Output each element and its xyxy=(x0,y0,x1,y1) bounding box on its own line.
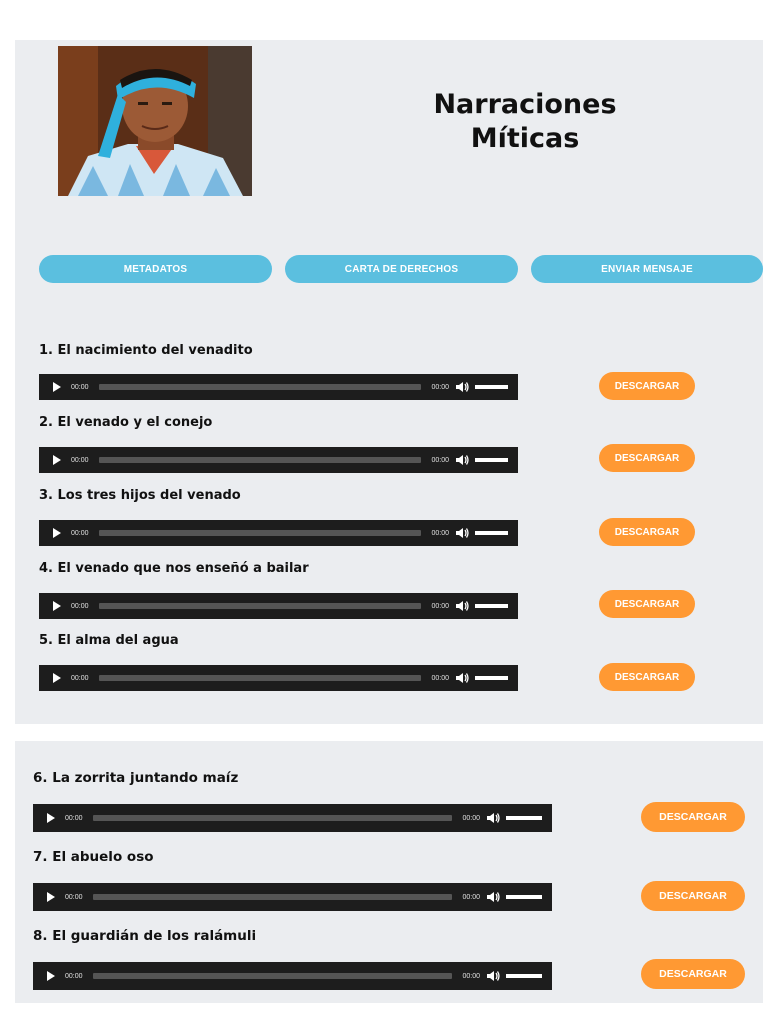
progress-bar[interactable] xyxy=(99,603,422,609)
volume-icon[interactable] xyxy=(455,527,469,539)
duration: 00:00 xyxy=(431,674,449,682)
audio-player[interactable] xyxy=(33,962,552,990)
volume-icon[interactable] xyxy=(486,812,500,824)
duration: 00:00 xyxy=(462,814,480,822)
volume-icon[interactable] xyxy=(486,970,500,982)
current-time: 00:00 xyxy=(71,456,89,464)
download-button[interactable]: DESCARGAR xyxy=(641,802,745,832)
progress-bar[interactable] xyxy=(93,973,453,979)
duration: 00:00 xyxy=(462,893,480,901)
page-title-line1: Narraciones xyxy=(433,89,617,120)
track-title: 6. La zorrita juntando maíz xyxy=(33,770,239,786)
audio-player[interactable] xyxy=(39,593,518,619)
track-title: 5. El alma del agua xyxy=(39,633,179,648)
download-button[interactable]: DESCARGAR xyxy=(641,881,745,911)
track-title: 2. El venado y el conejo xyxy=(39,415,213,430)
current-time: 00:00 xyxy=(65,814,83,822)
track-title: 7. El abuelo oso xyxy=(33,849,154,865)
play-icon[interactable] xyxy=(47,892,55,902)
volume-slider[interactable] xyxy=(475,531,508,535)
audio-player[interactable] xyxy=(39,374,518,400)
volume-slider[interactable] xyxy=(506,974,542,978)
current-time: 00:00 xyxy=(71,529,89,537)
narrator-photo xyxy=(58,46,252,196)
track-title: 1. El nacimiento del venadito xyxy=(39,343,253,358)
volume-icon[interactable] xyxy=(455,600,469,612)
current-time: 00:00 xyxy=(65,893,83,901)
play-icon[interactable] xyxy=(47,813,55,823)
progress-bar[interactable] xyxy=(99,530,422,536)
volume-slider[interactable] xyxy=(475,676,508,680)
volume-slider[interactable] xyxy=(506,816,542,820)
track-title: 3. Los tres hijos del venado xyxy=(39,488,241,503)
track-title: 4. El venado que nos enseñó a bailar xyxy=(39,561,309,576)
audio-player[interactable] xyxy=(33,804,552,832)
play-icon[interactable] xyxy=(53,673,61,683)
progress-bar[interactable] xyxy=(99,675,422,681)
download-button[interactable]: DESCARGAR xyxy=(641,959,745,989)
duration: 00:00 xyxy=(431,529,449,537)
play-icon[interactable] xyxy=(53,528,61,538)
track-title: 8. El guardián de los ralámuli xyxy=(33,928,257,944)
download-button[interactable]: DESCARGAR xyxy=(599,372,695,400)
volume-icon[interactable] xyxy=(455,454,469,466)
play-icon[interactable] xyxy=(53,382,61,392)
current-time: 00:00 xyxy=(71,383,89,391)
download-button[interactable]: DESCARGAR xyxy=(599,590,695,618)
page-title-line2: Míticas xyxy=(470,123,580,154)
play-icon[interactable] xyxy=(47,971,55,981)
secondary-panel xyxy=(15,741,763,1003)
metadatos-button[interactable]: METADATOS xyxy=(39,255,272,283)
current-time: 00:00 xyxy=(71,674,89,682)
audio-player[interactable] xyxy=(39,665,518,691)
page-title xyxy=(395,88,655,156)
download-button[interactable]: DESCARGAR xyxy=(599,444,695,472)
audio-player[interactable] xyxy=(33,883,552,911)
download-button[interactable]: DESCARGAR xyxy=(599,663,695,691)
volume-icon[interactable] xyxy=(455,381,469,393)
current-time: 00:00 xyxy=(65,972,83,980)
download-button[interactable]: DESCARGAR xyxy=(599,518,695,546)
play-icon[interactable] xyxy=(53,455,61,465)
volume-slider[interactable] xyxy=(475,458,508,462)
progress-bar[interactable] xyxy=(93,815,453,821)
volume-slider[interactable] xyxy=(475,604,508,608)
current-time: 00:00 xyxy=(71,602,89,610)
progress-bar[interactable] xyxy=(99,457,422,463)
duration: 00:00 xyxy=(462,972,480,980)
carta-de-derechos-button[interactable]: CARTA DE DERECHOS xyxy=(285,255,518,283)
main-panel xyxy=(15,40,763,724)
enviar-mensaje-button[interactable]: ENVIAR MENSAJE xyxy=(531,255,763,283)
volume-icon[interactable] xyxy=(486,891,500,903)
duration: 00:00 xyxy=(431,383,449,391)
duration: 00:00 xyxy=(431,602,449,610)
play-icon[interactable] xyxy=(53,601,61,611)
progress-bar[interactable] xyxy=(93,894,453,900)
volume-slider[interactable] xyxy=(475,385,508,389)
volume-slider[interactable] xyxy=(506,895,542,899)
duration: 00:00 xyxy=(431,456,449,464)
volume-icon[interactable] xyxy=(455,672,469,684)
audio-player[interactable] xyxy=(39,520,518,546)
audio-player[interactable] xyxy=(39,447,518,473)
progress-bar[interactable] xyxy=(99,384,422,390)
